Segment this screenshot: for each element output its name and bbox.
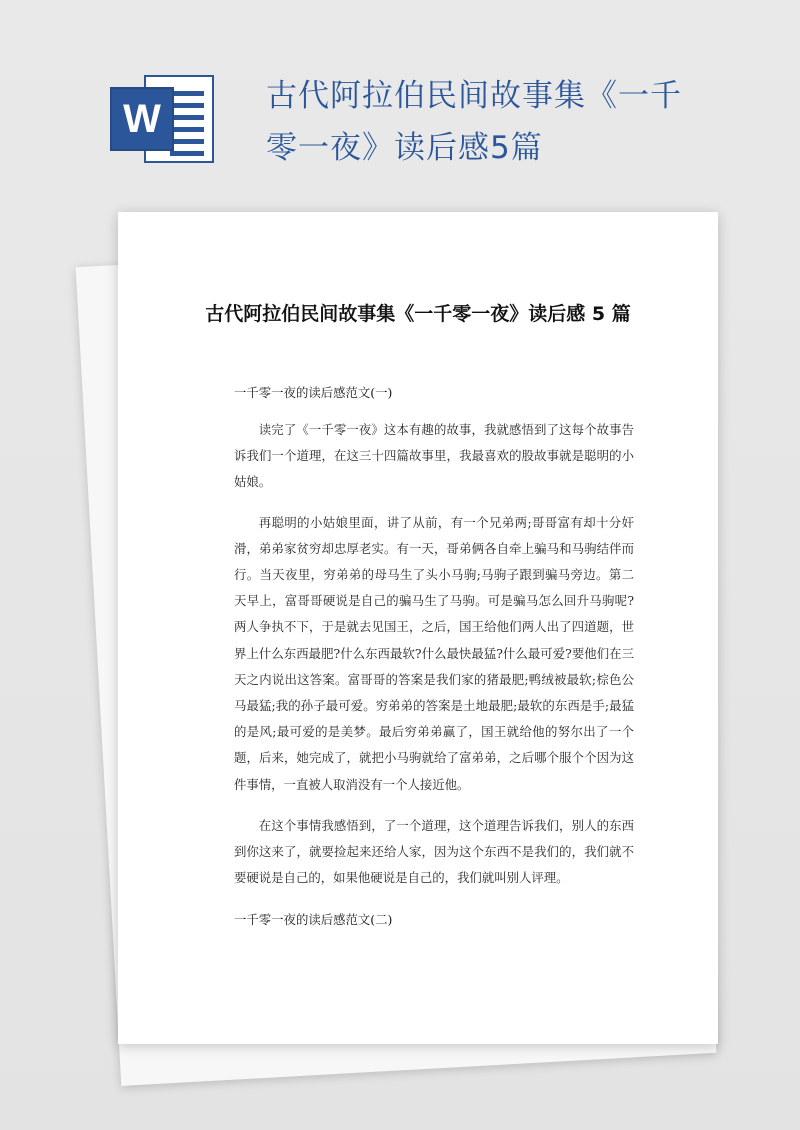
document-heading: 古代阿拉伯民间故事集《一千零一夜》读后感5篇 — [266, 78, 682, 166]
section-heading-2: 一千零一夜的读后感范文(二) — [234, 912, 393, 928]
paragraph-1: 读完了《一千零一夜》这本有趣的故事，我就感悟到了这每个故事告诉我们一个道理，在这三十四篇故事里，我最喜欢的股故事就是聪明的小姑娘。 — [234, 422, 634, 490]
page-title: 古代阿拉伯民间故事集《一千零一夜》读后感 5 篇 — [205, 303, 631, 325]
paragraph-2: 再聪明的小姑娘里面，讲了从前，有一个兄弟两;哥哥富有却十分奸滑，弟弟家贫穷却忠厚老实。有一天，哥弟俩各自牵上骗马和马驹结伴而行。当天夜里，穷弟弟的母马生了头小马驹;马驹子跟到骗马旁边。第二天早上，富哥哥硬说是自己的骗马生了马驹。可是骗马怎么回升马驹呢?两人争执不下，于是就去见国王，之后，国王给他们两人出了四道题，世界上什么东西最肥?什么东西最软?什么最快最猛?什么最可爱?要他们在三天之内说出这答案。富哥哥的答案是我们家的猪最肥;鸭绒被最软;棕色公马最猛;我的孙子最可爱。穷弟弟的答案是土地最肥;最软的东西是手;最猛的是风;最可爱的是美梦。最后穷弟弟赢了，国王就给他的努尔出了一个题，后来，她完成了，就把小马驹就给了富弟弟，之后哪个服个个因为这件事情，一直被人取消没有一个人接近他。 — [234, 514, 634, 792]
word-logo-letter: W — [110, 87, 174, 151]
document-page — [118, 212, 718, 1044]
word-document-icon — [110, 75, 214, 163]
paragraph-3: 在这个事情我感悟到，了一个道理，这个道理告诉我们，别人的东西到你这来了，就要捡起来还给人家，因为这个东西不是我们的，我们就不要硬说是自己的，如果他硬说是自己的，我们就叫别人评理。 — [234, 817, 634, 886]
document-body — [234, 382, 634, 931]
section-heading-1: 一千零一夜的读后感范文(一) — [234, 385, 393, 400]
